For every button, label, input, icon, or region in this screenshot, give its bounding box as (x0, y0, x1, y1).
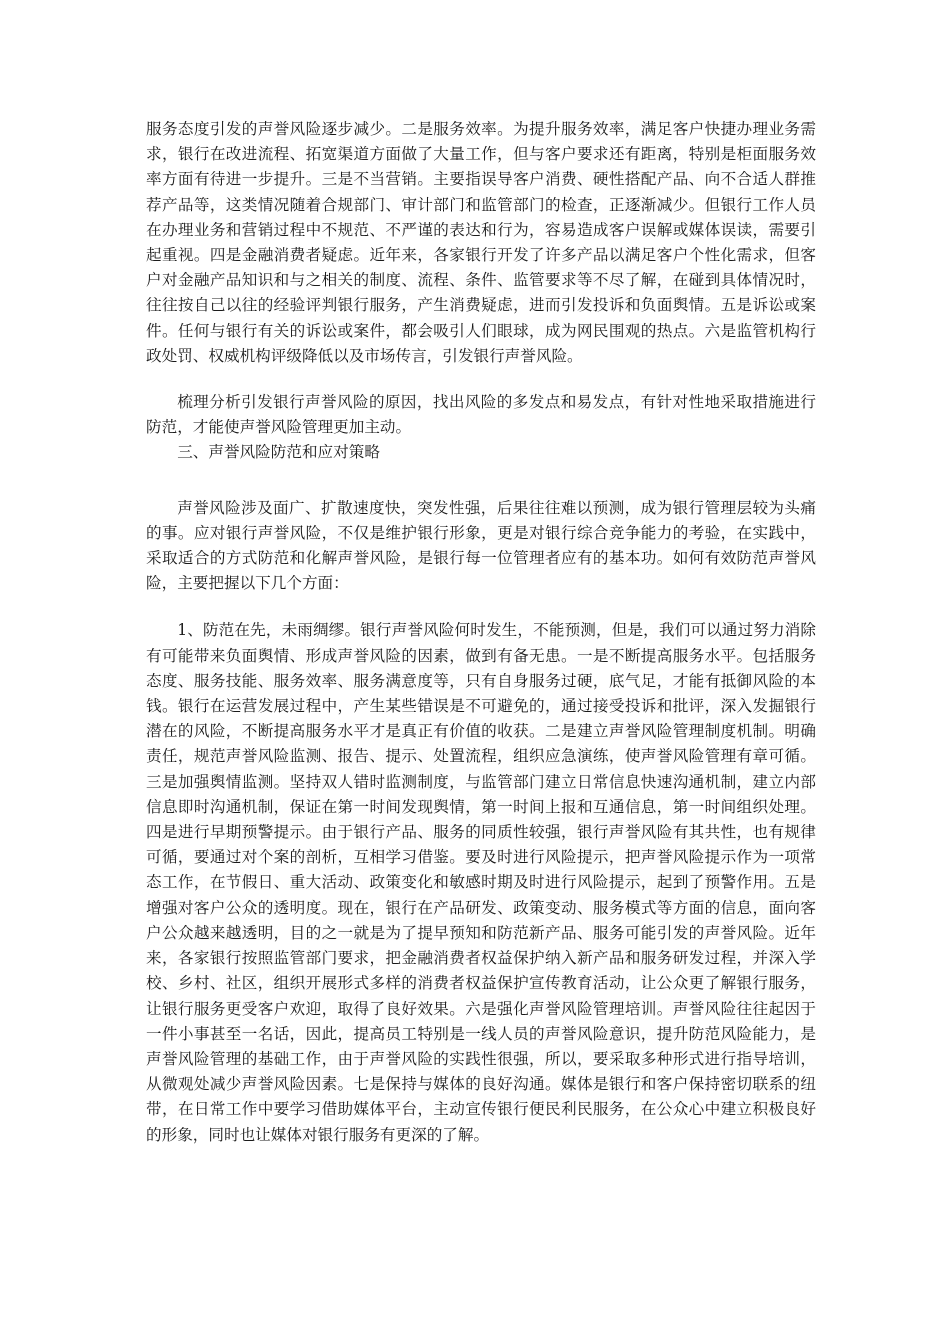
paragraph-prevention: 1、防范在先，未雨绸缪。银行声誉风险何时发生，不能预测，但是，我们可以通过努力消除有可能带来负面舆情、形成声誉风险的因素，做到有备无患。一是不断提高服务水平。包括服务态度、服务技能、服务效率、服务满意度等，只有自身服务过硬，底气足，才能有抵御风险的本钱。银行在运营发展过程中，产生某些错误是不可避免的，通过接受投诉和批评，深入发掘银行潜在的风险，不断提高服务水平才是真正有价值的收获。二是建立声誉风险管理制度机制。明确责任，规范声誉风险监测、报告、提示、处置流程，组织应急演练，使声誉风险管理有章可循。三是加强舆情监测。坚持双人错时监测制度，与监管部门建立日常信息快速沟通机制，建立内部信息即时沟通机制，保证在第一时间发现舆情，第一时间上报和互通信息，第一时间组织处理。四是进行早期预警提示。由于银行产品、服务的同质性较强，银行声誉风险有其共性，也有规律可循，要通过对个案的剖析，互相学习借鉴。要及时进行风险提示，把声誉风险提示作为一项常态工作，在节假日、重大活动、政策变化和敏感时期及时进行风险提示，起到了预警作用。五是增强对客户公众的透明度。现在，银行在产品研发、政策变动、服务模式等方面的信息，面向客户公众越来越透明，目的之一就是为了提早预知和防范新产品、服务可能引发的声誉风险。近年来，各家银行按照监管部门要求，把金融消费者权益保护纳入新产品和服务研发过程，并深入学校、乡村、社区，组织开展形式多样的消费者权益保护宣传教育活动，让公众更了解银行服务，让银行服务更受客户欢迎，取得了良好效果。六是强化声誉风险管理培训。声誉风险往往起因于一件小事甚至一名话，因此，提高员工特别是一线人员的声誉风险意识，提升防范风险能力，是声誉风险管理的基础工作，由于声誉风险的实践性很强，所以，要采取多种形式进行指导培训，从微观处减少声誉风险因素。七是保持与媒体的良好沟通。媒体是银行和客户保持密切联系的纽带，在日常工作中要学习借助媒体平台，主动宣传银行便民利民服务，在公众心中建立积极良好的形象，同时也让媒体对银行服务有更深的了解。 (146, 621, 816, 1144)
section-heading: 三、声誉风险防范和应对策略 (177, 443, 380, 462)
paragraph-analysis: 梳理分析引发银行声誉风险的原因，找出风险的多发点和易发点，有针对性地采取措施进行防范，才能使声誉风险管理更加主动。 (146, 393, 816, 437)
paragraph-service-risks: 服务态度引发的声誉风险逐步减少。二是服务效率。为提升服务效率，满足客户快捷办理业务需求，银行在改进流程、拓宽渠道方面做了大量工作，但与客户要求还有距离，特别是柜面服务效率方面有待进一步提升。三是不当营销。主要指误导客户消费、硬性搭配产品、向不合适人群推荐产品等，这类情况随着合规部门、审计部门和监管部门的检查，正逐渐减少。但银行工作人员在办理业务和营销过程中不规范、不严谨的表达和行为，容易造成客户误解或媒体误读，需要引起重视。四是金融消费者疑虑。近年来，各家银行开发了许多产品以满足客户个性化需求，但客户对金融产品知识和与之相关的制度、流程、条件、监管要求等不尽了解，在碰到具体情况时，往往按自己以往的经验评判银行服务，产生消费疑虑，进而引发投诉和负面舆情。五是诉讼或案件。任何与银行有关的诉讼或案件，都会吸引人们眼球，成为网民围观的热点。六是监管机构行政处罚、权威机构评级降低以及市场传言，引发银行声誉风险。 (146, 120, 816, 365)
document-page (146, 117, 816, 1148)
paragraph-strategy-intro: 声誉风险涉及面广、扩散速度快，突发性强，后果往往难以预测，成为银行管理层较为头痛的事。应对银行声誉风险，不仅是维护银行形象，更是对银行综合竞争能力的考验，在实践中，采取适合的方式防范和化解声誉风险，是银行每一位管理者应有的基本功。如何有效防范声誉风险，主要把握以下几个方面： (146, 498, 816, 593)
